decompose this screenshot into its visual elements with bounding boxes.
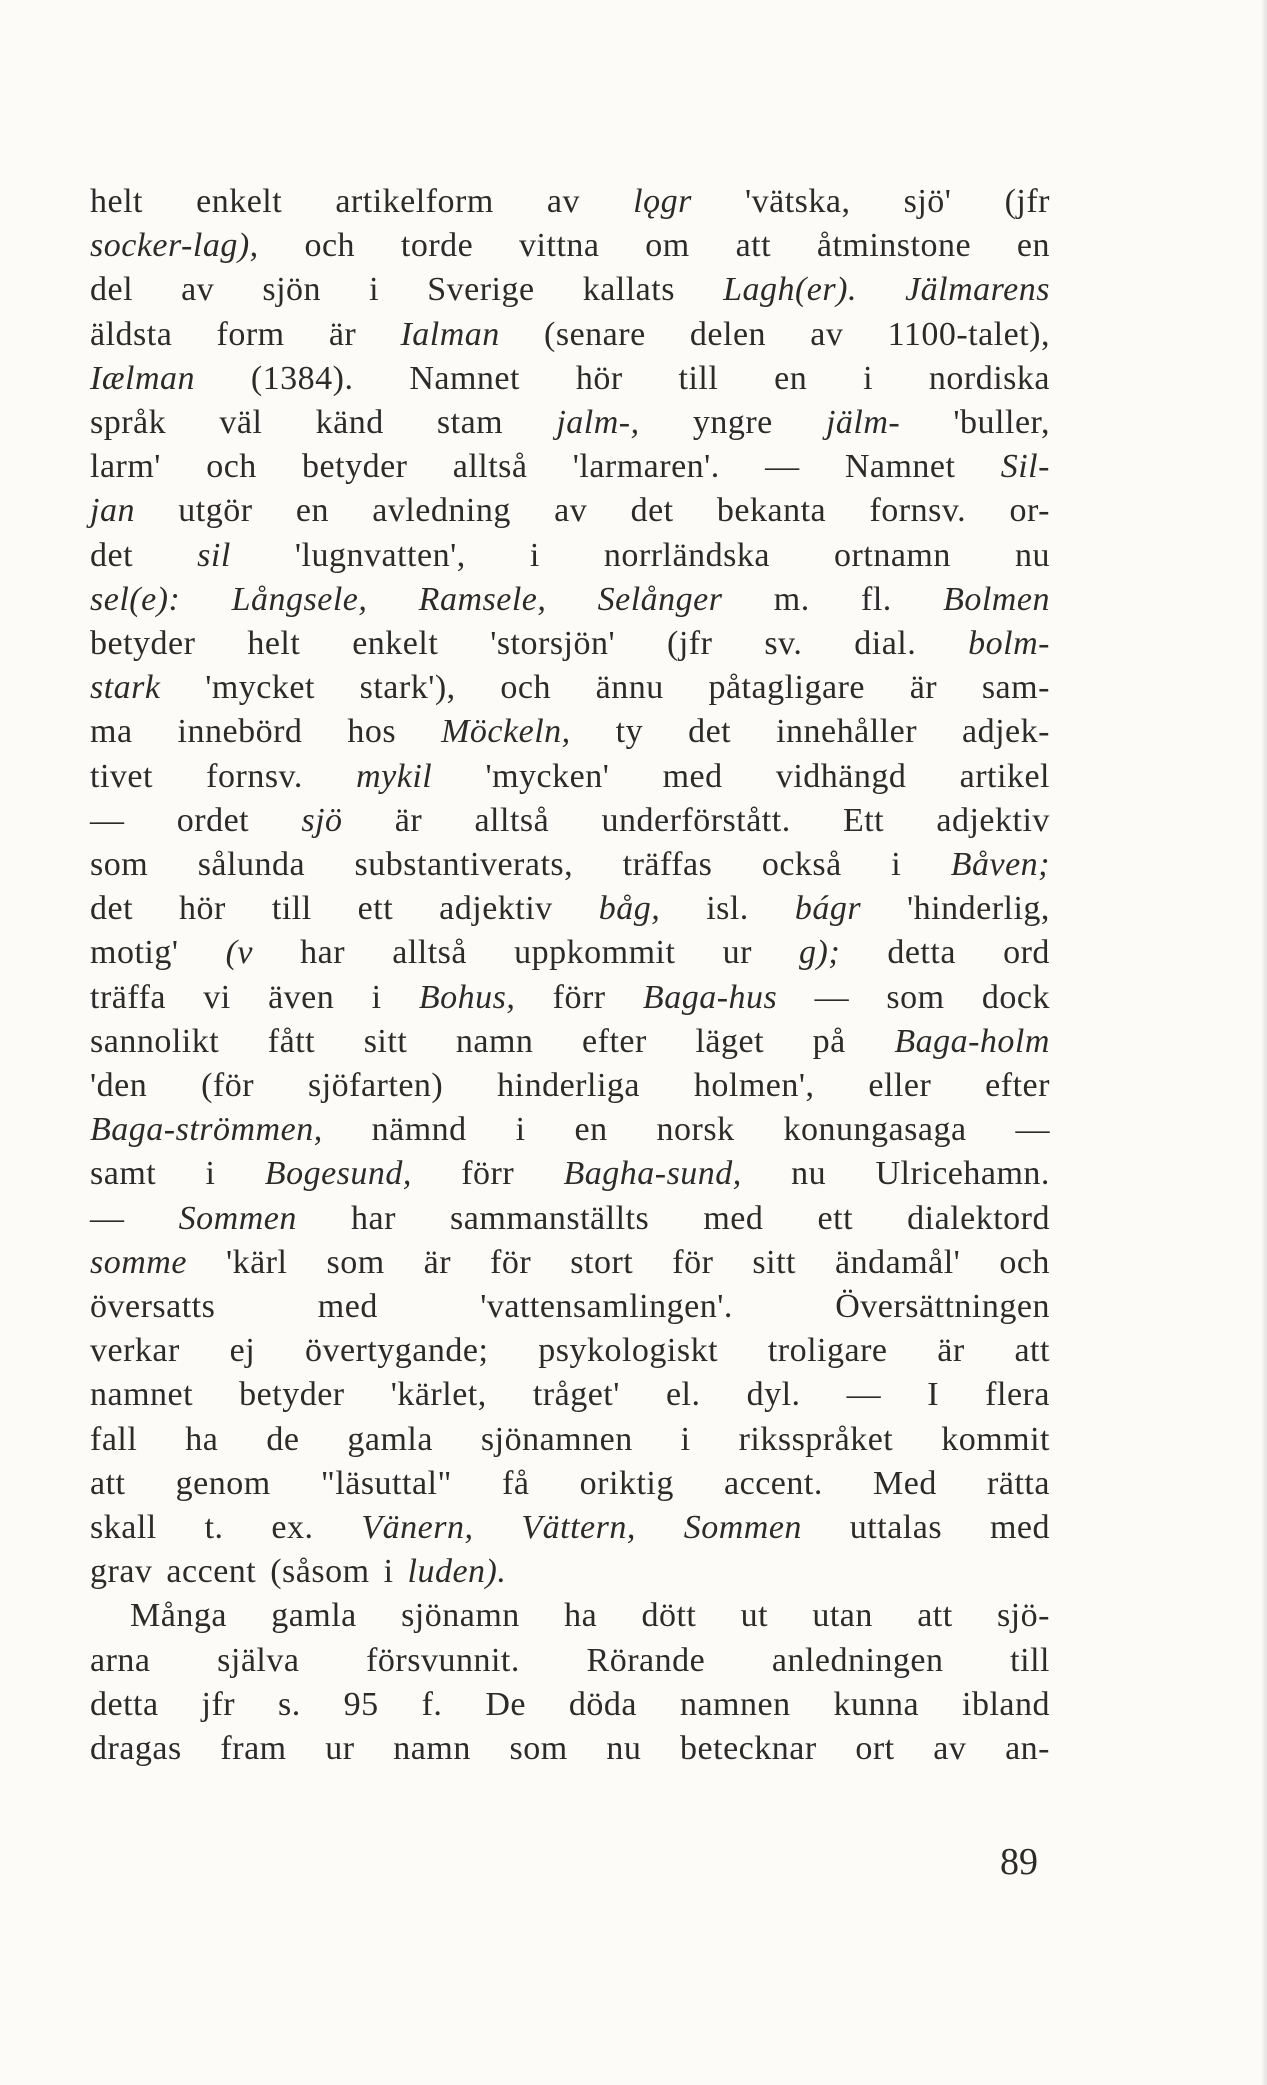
text-line: som sålunda substantiverats, träffas också i Båven; [90,846,1050,883]
text-line: sannolikt fått sitt namn efter läget på Baga-holm [90,1022,1050,1060]
text-line: — Sommen har sammanställts med ett dialektord [90,1199,1050,1237]
text-line: betyder helt enkelt 'storsjön' (jfr sv. dial. bolm- [90,625,1050,662]
text-line: tivet fornsv. mykil 'mycken' med vidhängd artikel [90,757,1050,795]
text-line: — ordet sjö är alltså underförstått. Ett adjektiv [90,801,1050,839]
text-line: del av sjön i Sverige kallats Lagh(er). Jälmarens [90,271,1050,309]
text-line: det sil 'lugnvatten', i norrländska ortnamn nu [90,536,1050,574]
text-line: motig' (v har alltså uppkommit ur g); detta ord [90,934,1050,972]
text-line: Baga-strömmen, nämnd i en norsk konungasaga — [90,1111,1050,1149]
text-line: samt i Bogesund, förr Bagha-sund, nu Ulricehamn. [90,1155,1050,1193]
text-line: det hör till ett adjektiv båg, isl. bágr 'hinderlig, [90,890,1050,928]
text-line: jan utgör en avledning av det bekanta fornsv. or- [90,492,1050,530]
text-line: ma innebörd hos Möckeln, ty det innehåller adjek- [90,713,1050,751]
text-line: arna själva försvunnit. Rörande anledningen till [90,1641,1050,1679]
text-line: dragas fram ur namn som nu betecknar ort av an- [90,1730,1050,1767]
page-edge [1261,0,1267,2085]
text-line: namnet betyder 'kärlet, tråget' el. dyl. — I flera [90,1376,1050,1414]
text-line: sel(e): Långsele, Ramsele, Selånger m. fl. Bolmen [90,580,1050,618]
text-line: detta jfr s. 95 f. De döda namnen kunna ibland [90,1685,1050,1723]
text-line: somme 'kärl som är för stort för sitt ändamål' och [90,1243,1050,1281]
text-line: helt enkelt artikelform av lǫgr 'vätska, sjö' (jfr [90,183,1050,220]
text-line: 'den (för sjöfarten) hinderliga holmen', eller efter [90,1067,1050,1104]
text-line: Många gamla sjönamn ha dött ut utan att sjö- [130,1597,1050,1635]
text-line: språk väl känd stam jalm-, yngre jälm- 'buller, [90,404,1050,441]
text-line: Iælman (1384). Namnet hör till en i nordiska [90,359,1050,397]
text-line: larm' och betyder alltså 'larmaren'. — Namnet Sil- [90,448,1050,486]
text-line: fall ha de gamla sjönamnen i riksspråket kommit [90,1420,1050,1458]
text-line: stark 'mycket stark'), och ännu påtagligare är sam- [90,669,1050,707]
text-line: översatts med 'vattensamlingen'. Översättningen [90,1288,1050,1325]
text-line: träffa vi även i Bohus, förr Baga-hus — som dock [90,978,1050,1016]
text-line: socker-lag), och torde vittna om att åtminstone en [90,227,1050,265]
text-line: att genom "läsuttal" få oriktig accent. Med rätta [90,1464,1050,1502]
text-line: verkar ej övertygande; psykologiskt troligare är att [90,1332,1050,1370]
text-line: skall t. ex. Vänern, Vättern, Sommen uttalas med [90,1509,1050,1546]
text-line: grav accent (såsom i luden). [90,1553,507,1591]
text-line: äldsta form är Ialman (senare delen av 1100-talet), [90,315,1050,353]
page-number: 89 [1000,1841,1038,1883]
